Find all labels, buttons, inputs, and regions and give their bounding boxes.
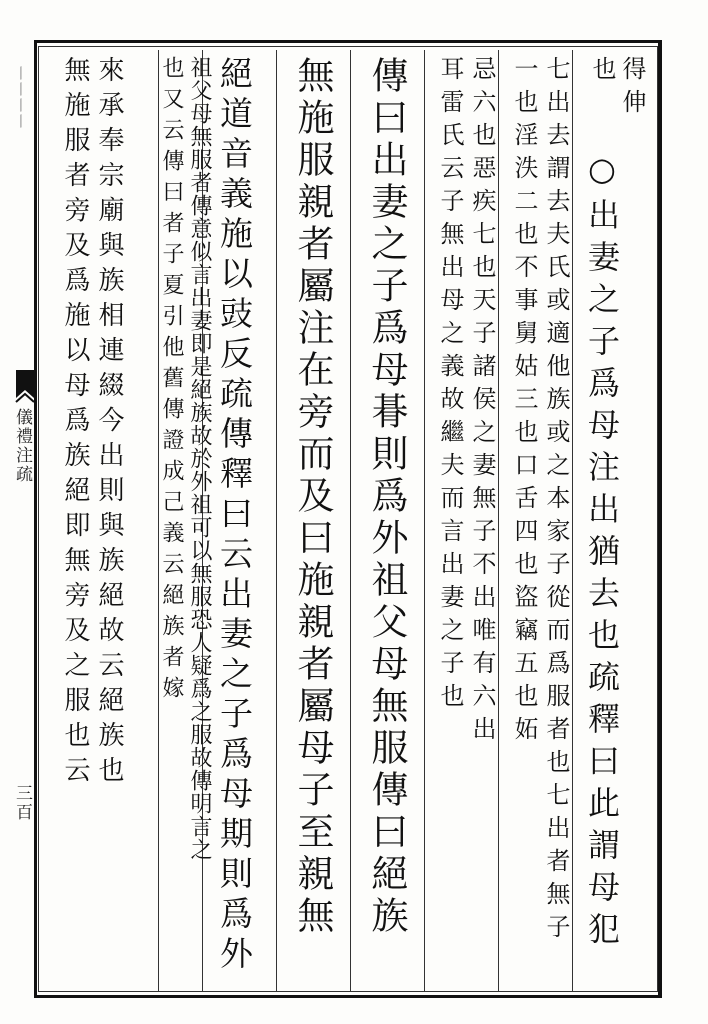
text-line: 得伸 bbox=[618, 56, 646, 122]
page-margin bbox=[6, 56, 34, 996]
text-column-5: 傳曰出妻之子爲母朞則爲外祖父母無服傳曰絕族 bbox=[365, 56, 408, 938]
text-column-8 bbox=[160, 56, 210, 861]
text-line: 也又云傳曰者子夏引他舊傳證成己義云絕族者嫁 bbox=[159, 56, 184, 707]
book-title: 儀禮注疏 bbox=[12, 408, 32, 484]
column-rule bbox=[276, 50, 277, 992]
column-rule bbox=[424, 50, 425, 992]
text-line: 忌六也惡疾七也天子諸侯之妻無子不出唯有六出 bbox=[468, 56, 496, 749]
column-rule bbox=[498, 50, 499, 992]
text-column-6: 無施服親者屬注在旁而及曰施親者屬母子至親無 bbox=[291, 56, 334, 938]
column-rule bbox=[572, 50, 573, 992]
text-line: 無施服者旁及爲施以母爲族絕即無旁及之服也云 bbox=[60, 56, 90, 791]
page-number: 三百 bbox=[12, 784, 32, 822]
text-line: 七出去謂去夫氏或適他族或之本家子從而爲服者也七出者無子 bbox=[542, 56, 570, 947]
text-column-4 bbox=[438, 56, 494, 749]
text-line: 耳雷氏云子無出母之義故繼夫而言出妻之子也 bbox=[436, 56, 464, 716]
text-column-1 bbox=[590, 56, 644, 122]
text-line: 也 bbox=[588, 56, 616, 89]
text-column-9 bbox=[62, 56, 122, 791]
text-line: 來承奉宗廟與族相連綴今出則與族絕故云絕族也 bbox=[94, 56, 124, 791]
text-line: 祖父母無服者傳意似言出妻即是絕族故於外祖可以無服恐人疑爲之服故傳明言之 bbox=[187, 56, 212, 861]
text-line: 一也淫泆二也不事舅姑三也口舌四也盜竊五也妬 bbox=[510, 56, 538, 749]
text-column-7: 絕道音義施以豉反疏傳釋曰云出妻之子爲母期則爲外 bbox=[215, 56, 254, 976]
text-column-3 bbox=[512, 56, 568, 947]
margin-trace: 丨丨丨丨 bbox=[12, 66, 28, 130]
column-rule bbox=[350, 50, 351, 992]
text-column-2: ○出妻之子爲母注出猶去也疏釋曰此謂母犯 bbox=[583, 150, 621, 954]
